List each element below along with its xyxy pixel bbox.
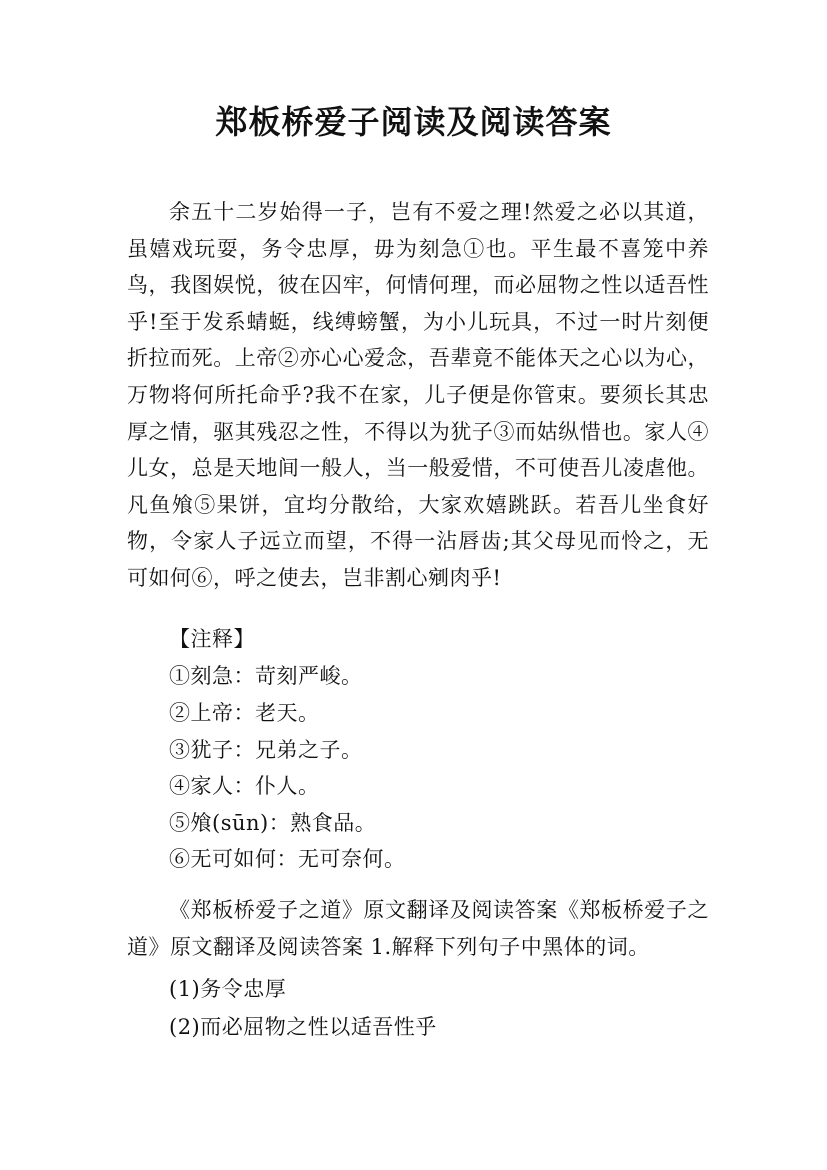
note-item: ⑥无可如何：无可奈何。 <box>169 847 406 871</box>
question-item: (1)务令忠厚 <box>169 977 287 1001</box>
document-title: 郑板桥爱子阅读及阅读答案 <box>215 103 612 141</box>
answer-paragraph: 《郑板桥爱子之道》原文翻译及阅读答案《郑板桥爱子之道》原文翻译及阅读答案 1.解释下列句子中黑体的词。 <box>127 898 709 959</box>
note-item: ②上帝：老天。 <box>169 701 320 725</box>
notes-heading: 【注释】 <box>169 627 255 651</box>
note-item: ①刻急：苛刻严峻。 <box>169 664 363 688</box>
note-item: ⑤飧(sūn)：熟食品。 <box>169 811 377 835</box>
note-item: ③犹子：兄弟之子。 <box>169 738 363 762</box>
main-paragraph: 余五十二岁始得一子，岂有不爱之理!然爱之必以其道，虽嬉戏玩耍，务令忠厚，毋为刻急①也。平生最不喜笼中养鸟，我图娱悦，彼在囚牢，何情何理，而必屈物之性以适吾性乎!至于发系蜻蜓，线缚螃蟹，为小儿玩具，不过一时片刻便折拉而死。上帝②亦心心爱念，吾辈竟不能体天之心以为心，万物将何所托命乎?我不在家，儿子便是你管束。要须长其忠厚之情，驱其残忍之性，不得以为犹子③而姑纵惜也。家人④儿女，总是天地间一般人，当一般爱惜，不可使吾儿凌虐他。凡鱼飧⑤果饼，宜均分散给，大家欢嬉跳跃。若吾儿坐食好物，令家人子远立而望，不得一沾唇齿;其父母见而怜之，无可如何⑥，呼之使去，岂非割心剜肉乎! <box>127 200 709 590</box>
note-item: ④家人：仆人。 <box>169 774 320 798</box>
question-item: (2)而必屈物之性以适吾性乎 <box>169 1015 437 1039</box>
